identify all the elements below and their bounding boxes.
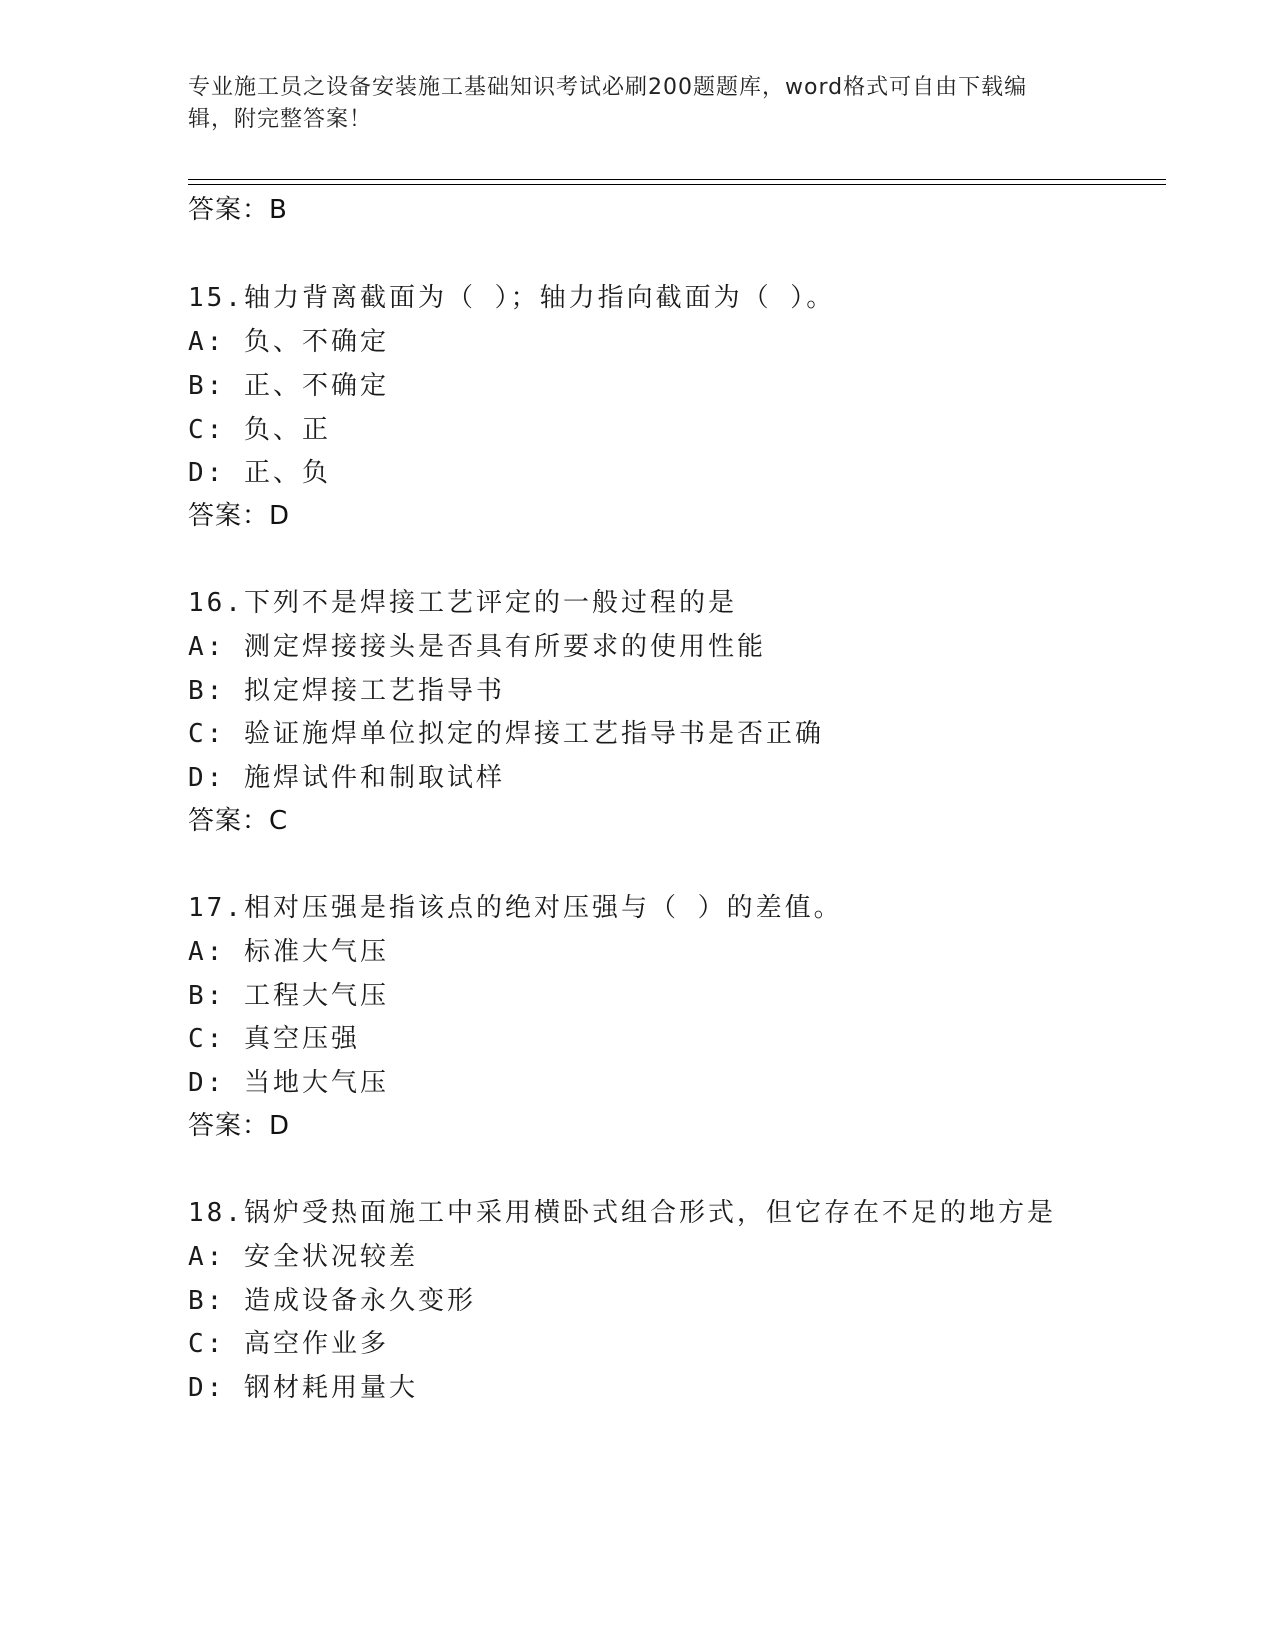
option-b: B: 正、不确定 xyxy=(188,371,389,401)
option-d: D: 钢材耗用量大 xyxy=(188,1373,418,1403)
option-d: D: 当地大气压 xyxy=(188,1068,389,1098)
question-17: 17.相对压强是指该点的绝对压强与（ ）的差值。 xyxy=(188,893,843,923)
option-a: A: 测定焊接接头是否具有所要求的使用性能 xyxy=(188,632,766,662)
option-c: C: 真空压强 xyxy=(188,1024,360,1054)
option-d: D: 施焊试件和制取试样 xyxy=(188,763,505,793)
option-b: B: 造成设备永久变形 xyxy=(188,1286,476,1316)
question-18: 18.锅炉受热面施工中采用横卧式组合形式，但它存在不足的地方是 xyxy=(188,1198,1056,1228)
option-b: B: 工程大气压 xyxy=(188,981,389,1011)
document-header: 专业施工员之设备安装施工基础知识考试必刷200题题库，word格式可自由下载编辑，附完整答案！ xyxy=(188,75,1028,132)
question-15: 15.轴力背离截面为（ ）；轴力指向截面为（ ）。 xyxy=(188,283,836,313)
option-a: A: 安全状况较差 xyxy=(188,1242,418,1272)
question-16: 16.下列不是焊接工艺评定的一般过程的是 xyxy=(188,588,737,618)
header-divider-bottom xyxy=(188,184,1166,185)
option-a: A: 标准大气压 xyxy=(188,937,389,967)
header-divider-top xyxy=(188,179,1166,180)
answer-line: 答案：D xyxy=(188,1111,291,1141)
option-c: C: 高空作业多 xyxy=(188,1329,389,1359)
option-b: B: 拟定焊接工艺指导书 xyxy=(188,676,505,706)
option-c: C: 验证施焊单位拟定的焊接工艺指导书是否正确 xyxy=(188,719,824,749)
answer-line: 答案：D xyxy=(188,501,291,531)
answer-line: 答案：C xyxy=(188,806,289,836)
option-d: D: 正、负 xyxy=(188,458,331,488)
answer-line: 答案：B xyxy=(188,195,288,225)
option-c: C: 负、正 xyxy=(188,415,331,445)
option-a: A: 负、不确定 xyxy=(188,327,389,357)
